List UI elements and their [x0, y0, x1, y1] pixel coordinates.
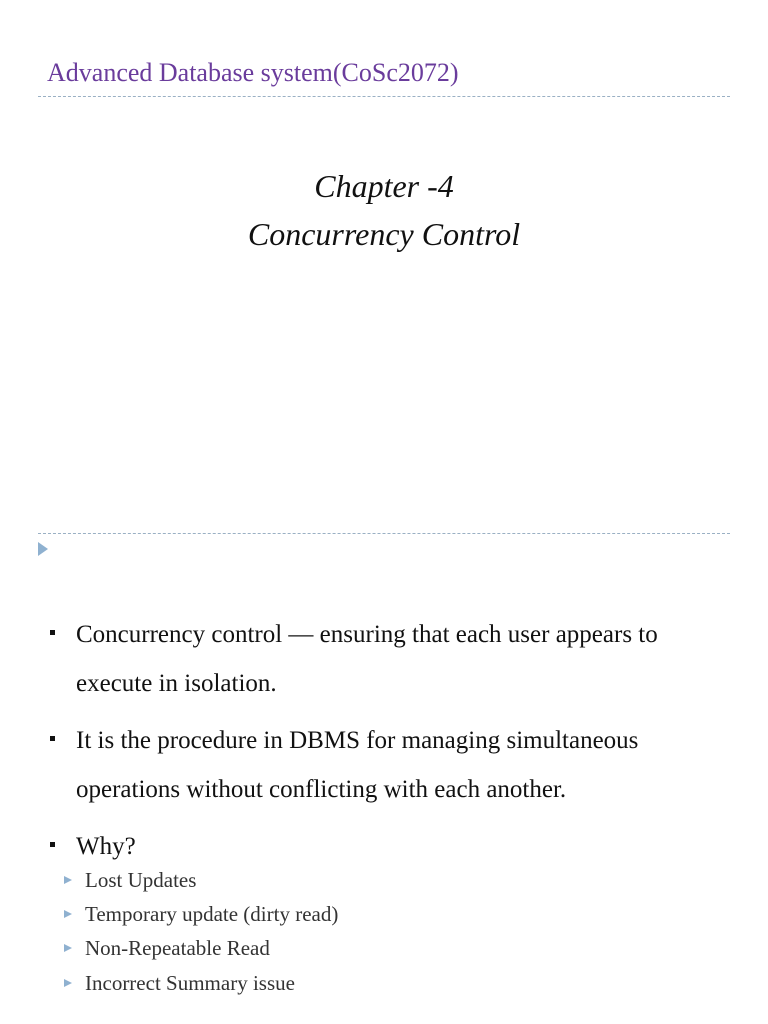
small-triangle-right-icon: [64, 979, 72, 987]
sub-item-text: Temporary update (dirty read): [85, 902, 339, 926]
square-bullet-icon: [50, 842, 55, 847]
sub-item-text: Lost Updates: [85, 868, 197, 892]
slide-content: [0, 512, 768, 1024]
square-bullet-icon: [50, 736, 55, 741]
header-title: Advanced Database system(CoSc2072): [47, 58, 459, 87]
chapter-topic: Concurrency Control: [247, 216, 521, 252]
chapter-number: Chapter -4: [314, 168, 454, 204]
sub-item-text: Non-Repeatable Read: [85, 936, 270, 960]
bullet-text: Why?: [76, 833, 136, 860]
sub-list-item: [64, 866, 724, 896]
square-bullet-icon: [50, 630, 55, 635]
small-triangle-right-icon: [64, 910, 72, 918]
slide-divider: [38, 533, 730, 534]
triangle-right-icon: [38, 542, 48, 556]
bullet-text: It is the procedure in DBMS for managing simultaneous operations without conflicting with each another.: [76, 727, 639, 803]
header-divider: [38, 96, 730, 97]
small-triangle-right-icon: [64, 944, 72, 952]
sub-list-item: [64, 900, 724, 930]
bullet-text: Concurrency control — ensuring that each user appears to execute in isolation.: [76, 621, 658, 697]
sub-item-text: Incorrect Summary issue: [85, 971, 295, 995]
sub-list-item: [64, 969, 724, 999]
sub-list-item: [64, 934, 724, 964]
small-triangle-right-icon: [64, 876, 72, 884]
